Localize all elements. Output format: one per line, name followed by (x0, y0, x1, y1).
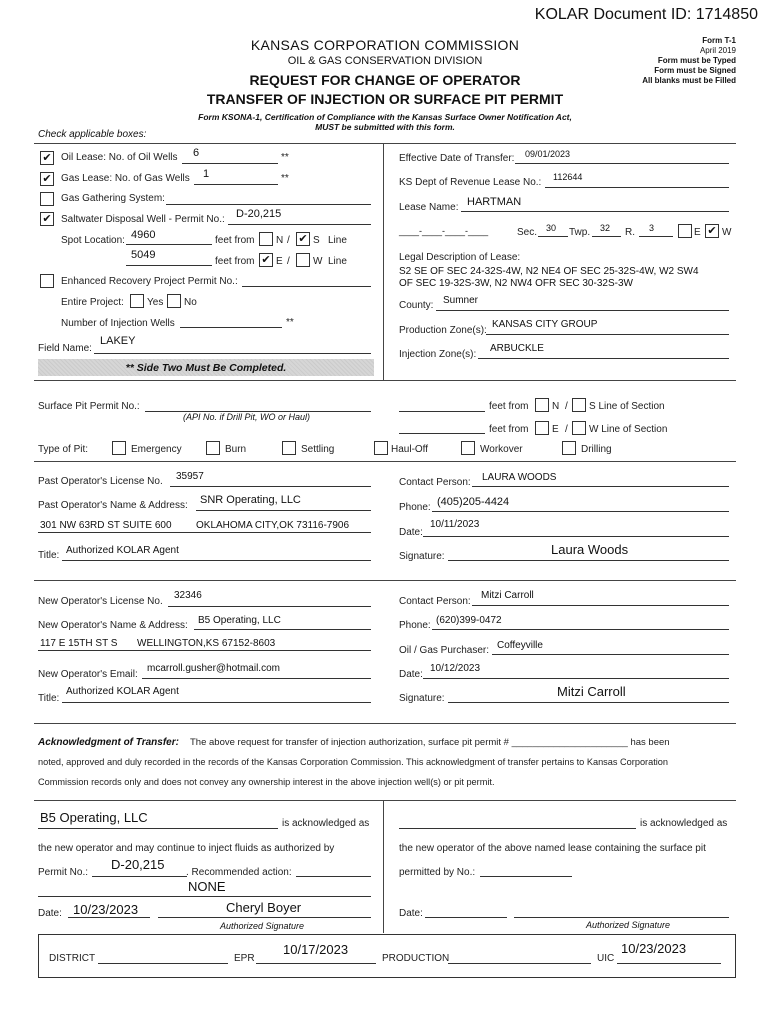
gas-gathering-label: Gas Gathering System: (61, 193, 165, 204)
ew-slash: / (287, 256, 290, 267)
eor-permit-label: Enhanced Recovery Project Permit No.: (61, 276, 238, 287)
ack-left-acknowledged: is acknowledged as (282, 818, 370, 829)
document-id: KOLAR Document ID: 1714850 (534, 6, 758, 23)
eor-checkbox[interactable] (40, 274, 54, 288)
gas-lease-label: Gas Lease: No. of Gas Wells (61, 173, 190, 184)
new-title-label: Title: (38, 693, 60, 704)
past-address-street[interactable]: 301 NW 63RD ST SUITE 600 (40, 520, 172, 531)
past-date-value[interactable]: 10/11/2023 (430, 519, 480, 530)
pit-ew-slash: / (565, 424, 568, 435)
sec-label: Sec. (517, 227, 538, 238)
entire-project-label: Entire Project: (61, 297, 124, 308)
past-title-value[interactable]: Authorized KOLAR Agent (66, 545, 179, 556)
new-date-label: Date: (399, 669, 423, 680)
ack-date-value[interactable]: 10/23/2023 (73, 902, 139, 917)
past-license-number[interactable]: 35957 (176, 471, 204, 482)
past-address-city[interactable]: OKLAHOMA CITY,OK 73116-7906 (196, 520, 350, 531)
quarter-dashes: ____-____-____-____ (399, 226, 489, 236)
gas-wells-count[interactable]: 1 (203, 168, 210, 180)
pit-burn-label: Burn (225, 444, 247, 455)
new-name-address-label: New Operator's Name & Address: (38, 620, 188, 631)
gas-wells-asterisks: ** (281, 173, 289, 184)
type-of-pit-label: Type of Pit: (38, 444, 89, 455)
past-phone-value[interactable]: (405)205-4424 (437, 496, 510, 508)
ack-operator-name[interactable]: B5 Operating, LLC (40, 810, 148, 825)
range-west-checkbox[interactable]: ✔ (705, 224, 719, 238)
spot-west-checkbox[interactable] (296, 253, 310, 267)
ack-text-line-2: noted, approved and duly recorded in the records of the Kansas Corporation Commission. This acknowledgment of transfer pertains to Kansas Corporation (38, 757, 669, 767)
lease-name-value[interactable]: HARTMAN (467, 196, 522, 208)
past-contact-label: Contact Person: (399, 477, 471, 488)
spot-ns-feet[interactable]: 4960 (131, 229, 156, 241)
past-signature-label: Signature: (399, 551, 445, 562)
oil-lease-label: Oil Lease: No. of Oil Wells (61, 152, 178, 163)
feet-from-ew-label: feet from (215, 256, 255, 267)
swd-well-checkbox[interactable]: ✔ (40, 212, 54, 226)
pit-feet-from-ew-label: feet from (489, 424, 529, 435)
pit-west-checkbox[interactable] (572, 421, 586, 435)
legal-description-line-1[interactable]: S2 SE OF SEC 24-32S-4W, N2 NE4 OF SEC 25-32S-4W, W2 SW4 (399, 266, 699, 277)
pit-drilling-label: Drilling (581, 444, 612, 455)
pit-south-checkbox[interactable] (572, 398, 586, 412)
entire-project-yes-checkbox[interactable] (130, 294, 144, 308)
form-requirement-typed: Form must be Typed (657, 56, 736, 65)
pit-settling-checkbox[interactable] (282, 441, 296, 455)
range-value[interactable]: 3 (649, 223, 655, 233)
pit-hauloff-label: Haul-Off (391, 444, 429, 455)
past-phone-label: Phone: (399, 502, 431, 513)
spot-north-checkbox[interactable] (259, 232, 273, 246)
uic-date[interactable]: 10/23/2023 (621, 941, 687, 956)
legal-description-label: Legal Description of Lease: (399, 252, 521, 263)
county-value[interactable]: Sumner (443, 295, 479, 306)
range-west-label: W (722, 227, 732, 238)
past-signature-value[interactable]: Laura Woods (551, 542, 629, 557)
pit-emergency-label: Emergency (131, 444, 182, 455)
new-contact-label: Contact Person: (399, 596, 471, 607)
ack-permit-label: Permit No.: (38, 867, 89, 878)
side-two-notice: ** Side Two Must Be Completed. (125, 362, 287, 374)
yes-label: Yes (147, 297, 164, 308)
new-phone-label: Phone: (399, 620, 431, 631)
new-license-label: New Operator's License No. (38, 596, 163, 607)
ack-text-line-3: Commission records only and does not convey any ownership interest in the above injection well(s) or pit permit. (38, 777, 495, 787)
east-label: E (276, 256, 283, 267)
pit-ew-line-label: W Line of Section (589, 424, 668, 435)
production-zone-label: Production Zone(s): (399, 325, 487, 336)
injection-wells-asterisks: ** (286, 317, 294, 328)
pit-north-checkbox[interactable] (535, 398, 549, 412)
new-contact-person[interactable]: Mitzi Carroll (481, 590, 534, 601)
ack-left-authorized-signature: Authorized Signature (220, 921, 305, 931)
gas-lease-checkbox[interactable]: ✔ (40, 172, 54, 186)
ew-line-label: Line (328, 256, 347, 267)
county-label: County: (399, 300, 434, 311)
spot-location-label: Spot Location: (61, 235, 125, 246)
no-label: No (184, 297, 197, 308)
pit-hauloff-checkbox[interactable] (374, 441, 388, 455)
ks-lease-label: KS Dept of Revenue Lease No.: (399, 177, 542, 188)
sec-value[interactable]: 30 (546, 223, 557, 233)
epr-date[interactable]: 10/17/2023 (283, 942, 349, 957)
feet-from-ns-label: feet from (215, 235, 255, 246)
pit-north-label: N (552, 401, 560, 412)
new-title-value[interactable]: Authorized KOLAR Agent (66, 686, 179, 697)
pit-east-label: E (552, 424, 559, 435)
form-requirement-signed: Form must be Signed (654, 66, 736, 75)
north-label: N (276, 235, 284, 246)
new-email-value[interactable]: mcarroll.gusher@hotmail.com (147, 663, 280, 674)
swd-permit-number[interactable]: D-20,215 (236, 208, 282, 220)
new-signature-value[interactable]: Mitzi Carroll (557, 684, 626, 699)
uic-label: UIC (597, 953, 615, 964)
pit-workover-label: Workover (480, 444, 523, 455)
past-name-address-label: Past Operator's Name & Address: (38, 500, 188, 511)
ack-heading: Acknowledgment of Transfer: (38, 737, 179, 748)
new-license-number[interactable]: 32346 (174, 590, 202, 601)
past-title-label: Title: (38, 550, 60, 561)
south-label: S (313, 235, 320, 246)
range-east-label: E (694, 227, 701, 238)
spot-south-checkbox[interactable]: ✔ (296, 232, 310, 246)
form-subtitle-2: MUST be submitted with this form. (315, 122, 455, 132)
lease-name-label: Lease Name: (399, 202, 459, 213)
new-phone-value[interactable]: (620)399-0472 (436, 615, 502, 626)
new-signature-label: Signature: (399, 693, 445, 704)
ack-right-statement: the new operator of the above named lease containing the surface pit (399, 843, 706, 854)
epr-label: EPR (234, 953, 255, 964)
injection-zone-value[interactable]: ARBUCKLE (490, 343, 544, 354)
new-operator-name[interactable]: B5 Operating, LLC (198, 615, 281, 626)
api-note: (API No. if Drill Pit, WO or Haul) (183, 412, 311, 422)
pit-burn-checkbox[interactable] (206, 441, 220, 455)
pit-drilling-checkbox[interactable] (562, 441, 576, 455)
injection-zone-label: Injection Zone(s): (399, 349, 477, 360)
form-number: Form T-1 (702, 36, 736, 45)
new-address-city[interactable]: WELLINGTON,KS 67152-8603 (137, 638, 276, 649)
pit-feet-from-ns-label: feet from (489, 401, 529, 412)
ack-signer-name[interactable]: Cheryl Boyer (226, 900, 302, 915)
form-title-2: TRANSFER OF INJECTION OR SURFACE PIT PERMIT (206, 91, 564, 107)
pit-emergency-checkbox[interactable] (112, 441, 126, 455)
past-operator-name[interactable]: SNR Operating, LLC (200, 494, 301, 506)
production-label: PRODUCTION (382, 953, 450, 964)
new-date-value[interactable]: 10/12/2023 (430, 663, 481, 674)
oil-wells-asterisks: ** (281, 152, 289, 163)
oil-lease-checkbox[interactable]: ✔ (40, 151, 54, 165)
effective-date-label: Effective Date of Transfer: (399, 153, 515, 164)
twp-label: Twp. (569, 227, 591, 238)
new-email-label: New Operator's Email: (38, 669, 138, 680)
ack-text-line-1: The above request for transfer of injection authorization, surface pit permit # ______________________ has been (190, 737, 670, 748)
check-applicable-label: Check applicable boxes: (38, 129, 147, 140)
form-date: April 2019 (699, 46, 736, 55)
spot-east-checkbox[interactable]: ✔ (259, 253, 273, 267)
ns-line-label: Line (328, 235, 347, 246)
permitted-by-label: permitted by No.: (399, 867, 476, 878)
entire-project-no-checkbox[interactable] (167, 294, 181, 308)
division-name: OIL & GAS CONSERVATION DIVISION (287, 55, 483, 67)
pit-ns-slash: / (565, 401, 568, 412)
purchaser-label: Oil / Gas Purchaser: (399, 645, 490, 656)
oil-wells-count[interactable]: 6 (193, 147, 200, 159)
ack-right-authorized-signature: Authorized Signature (586, 920, 671, 930)
form-requirement-filled: All blanks must be Filled (642, 76, 736, 85)
twp-value[interactable]: 32 (600, 223, 611, 233)
form-title-1: REQUEST FOR CHANGE OF OPERATOR (249, 72, 521, 88)
recommended-action-label: . Recommended action: (186, 867, 292, 878)
ack-left-statement: the new operator and may continue to inject fluids as authorized by (38, 843, 335, 854)
field-name-label: Field Name: (38, 343, 92, 354)
production-zone-value[interactable]: KANSAS CITY GROUP (492, 319, 598, 330)
ack-date-label: Date: (38, 908, 62, 919)
past-contact-person[interactable]: LAURA WOODS (482, 472, 557, 483)
pit-workover-checkbox[interactable] (461, 441, 475, 455)
range-label: R. (625, 227, 635, 238)
west-label: W (313, 256, 323, 267)
spot-ew-feet[interactable]: 5049 (131, 249, 156, 261)
surface-pit-permit-label: Surface Pit Permit No.: (38, 401, 140, 412)
pit-settling-label: Settling (301, 444, 335, 455)
ks-lease-number[interactable]: 112644 (553, 172, 583, 182)
past-license-label: Past Operator's License No. (38, 476, 163, 487)
agency-name: KANSAS CORPORATION COMMISSION (250, 37, 520, 53)
swd-permit-label: Saltwater Disposal Well - Permit No.: (61, 214, 225, 225)
gas-gathering-checkbox[interactable] (40, 192, 54, 206)
range-east-checkbox[interactable] (678, 224, 692, 238)
field-name-value[interactable]: LAKEY (100, 335, 136, 347)
purchaser-value[interactable]: Coffeyville (497, 640, 543, 651)
ack-right-date-label: Date: (399, 908, 423, 919)
num-injection-wells-label: Number of Injection Wells (61, 318, 175, 329)
pit-east-checkbox[interactable] (535, 421, 549, 435)
ack-permit-number[interactable]: D-20,215 (111, 857, 165, 872)
ns-slash: / (287, 235, 290, 246)
recommended-action-value[interactable]: NONE (188, 879, 226, 894)
past-date-label: Date: (399, 527, 423, 538)
effective-date-value[interactable]: 09/01/2023 (525, 149, 571, 159)
legal-description-line-2[interactable]: OF SEC 19-32S-3W, N2 NW4 OFR SEC 30-32S-3W (399, 278, 633, 289)
ack-right-acknowledged: is acknowledged as (640, 818, 728, 829)
pit-ns-line-label: S Line of Section (589, 401, 665, 412)
district-label: DISTRICT (49, 953, 96, 964)
new-address-street[interactable]: 117 E 15TH ST S (40, 638, 118, 649)
form-subtitle-1: Form KSONA-1, Certification of Compliance with the Kansas Surface Owner Notification Act, (198, 112, 572, 122)
